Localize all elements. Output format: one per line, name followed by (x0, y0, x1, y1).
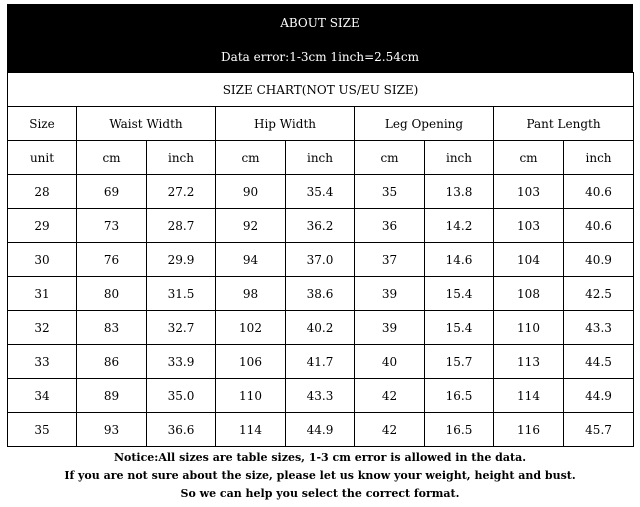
unit-inch: inch (425, 141, 494, 175)
cell-leg-inch: 15.4 (425, 277, 494, 311)
table-row (8, 413, 634, 447)
column-header-hip: Hip Width (216, 107, 355, 141)
cell-leg-inch: 14.2 (425, 209, 494, 243)
cell-hip-inch: 38.6 (286, 277, 355, 311)
cell-waist-cm: 69 (77, 175, 147, 209)
cell-hip-inch: 44.9 (286, 413, 355, 447)
cell-waist-inch: 31.5 (147, 277, 216, 311)
cell-leg-cm: 42 (355, 379, 425, 413)
cell-waist-cm: 86 (77, 345, 147, 379)
cell-leg-inch: 15.4 (425, 311, 494, 345)
cell-waist-inch: 35.0 (147, 379, 216, 413)
unit-cm: cm (494, 141, 564, 175)
cell-size: 28 (8, 175, 77, 209)
cell-hip-cm: 110 (216, 379, 286, 413)
notice-line-3: So we can help you select the correct format. (180, 487, 460, 500)
cell-waist-inch: 29.9 (147, 243, 216, 277)
cell-pant-cm: 113 (494, 345, 564, 379)
cell-leg-cm: 35 (355, 175, 425, 209)
cell-leg-inch: 13.8 (425, 175, 494, 209)
cell-leg-cm: 39 (355, 277, 425, 311)
cell-hip-cm: 94 (216, 243, 286, 277)
cell-waist-cm: 93 (77, 413, 147, 447)
table-row (8, 311, 634, 345)
cell-leg-cm: 36 (355, 209, 425, 243)
size-chart-table (7, 72, 634, 447)
unit-label: unit (8, 141, 77, 175)
cell-pant-cm: 103 (494, 175, 564, 209)
cell-hip-inch: 36.2 (286, 209, 355, 243)
cell-pant-inch: 44.5 (564, 345, 634, 379)
cell-waist-cm: 73 (77, 209, 147, 243)
cell-waist-inch: 32.7 (147, 311, 216, 345)
header-title: ABOUT SIZE (280, 16, 360, 30)
cell-pant-cm: 108 (494, 277, 564, 311)
notice-line-2: If you are not sure about the size, please let us know your weight, height and bust. (64, 469, 576, 482)
unit-inch: inch (286, 141, 355, 175)
cell-waist-inch: 33.9 (147, 345, 216, 379)
unit-cm: cm (355, 141, 425, 175)
cell-hip-cm: 92 (216, 209, 286, 243)
table-row (8, 209, 634, 243)
cell-waist-cm: 83 (77, 311, 147, 345)
cell-leg-cm: 37 (355, 243, 425, 277)
cell-size: 30 (8, 243, 77, 277)
column-header-leg: Leg Opening (355, 107, 494, 141)
cell-pant-inch: 40.6 (564, 175, 634, 209)
cell-hip-cm: 114 (216, 413, 286, 447)
cell-waist-inch: 27.2 (147, 175, 216, 209)
cell-size: 29 (8, 209, 77, 243)
unit-cm: cm (216, 141, 286, 175)
cell-hip-inch: 40.2 (286, 311, 355, 345)
cell-waist-inch: 36.6 (147, 413, 216, 447)
cell-waist-cm: 76 (77, 243, 147, 277)
cell-pant-inch: 44.9 (564, 379, 634, 413)
cell-pant-inch: 40.9 (564, 243, 634, 277)
cell-leg-inch: 14.6 (425, 243, 494, 277)
cell-hip-cm: 102 (216, 311, 286, 345)
cell-pant-cm: 116 (494, 413, 564, 447)
unit-inch: inch (147, 141, 216, 175)
cell-hip-cm: 90 (216, 175, 286, 209)
cell-leg-inch: 16.5 (425, 379, 494, 413)
header-subtitle: Data error:1-3cm 1inch=2.54cm (221, 50, 419, 64)
cell-size: 32 (8, 311, 77, 345)
notice-line-1: Notice:All sizes are table sizes, 1-3 cm error is allowed in the data. (113, 451, 527, 464)
column-header-pant: Pant Length (494, 107, 634, 141)
table-row (8, 379, 634, 413)
cell-hip-inch: 35.4 (286, 175, 355, 209)
cell-hip-cm: 98 (216, 277, 286, 311)
about-size-header (7, 4, 633, 72)
table-row (8, 243, 634, 277)
unit-cm: cm (77, 141, 147, 175)
cell-hip-inch: 37.0 (286, 243, 355, 277)
unit-inch: inch (564, 141, 634, 175)
column-header-waist: Waist Width (77, 107, 216, 141)
cell-waist-cm: 80 (77, 277, 147, 311)
cell-pant-cm: 103 (494, 209, 564, 243)
cell-size: 33 (8, 345, 77, 379)
table-row (8, 175, 634, 209)
cell-pant-inch: 42.5 (564, 277, 634, 311)
cell-leg-cm: 42 (355, 413, 425, 447)
cell-pant-cm: 114 (494, 379, 564, 413)
cell-leg-cm: 39 (355, 311, 425, 345)
cell-pant-cm: 104 (494, 243, 564, 277)
table-row (8, 345, 634, 379)
cell-pant-inch: 43.3 (564, 311, 634, 345)
cell-hip-cm: 106 (216, 345, 286, 379)
cell-waist-cm: 89 (77, 379, 147, 413)
cell-leg-inch: 15.7 (425, 345, 494, 379)
cell-size: 34 (8, 379, 77, 413)
cell-leg-cm: 40 (355, 345, 425, 379)
cell-hip-inch: 43.3 (286, 379, 355, 413)
table-row (8, 277, 634, 311)
chart-title: SIZE CHART(NOT US/EU SIZE) (8, 73, 634, 107)
cell-size: 35 (8, 413, 77, 447)
cell-hip-inch: 41.7 (286, 345, 355, 379)
cell-size: 31 (8, 277, 77, 311)
cell-waist-inch: 28.7 (147, 209, 216, 243)
cell-pant-cm: 110 (494, 311, 564, 345)
cell-leg-inch: 16.5 (425, 413, 494, 447)
cell-pant-inch: 45.7 (564, 413, 634, 447)
cell-pant-inch: 40.6 (564, 209, 634, 243)
column-header-size: Size (8, 107, 77, 141)
